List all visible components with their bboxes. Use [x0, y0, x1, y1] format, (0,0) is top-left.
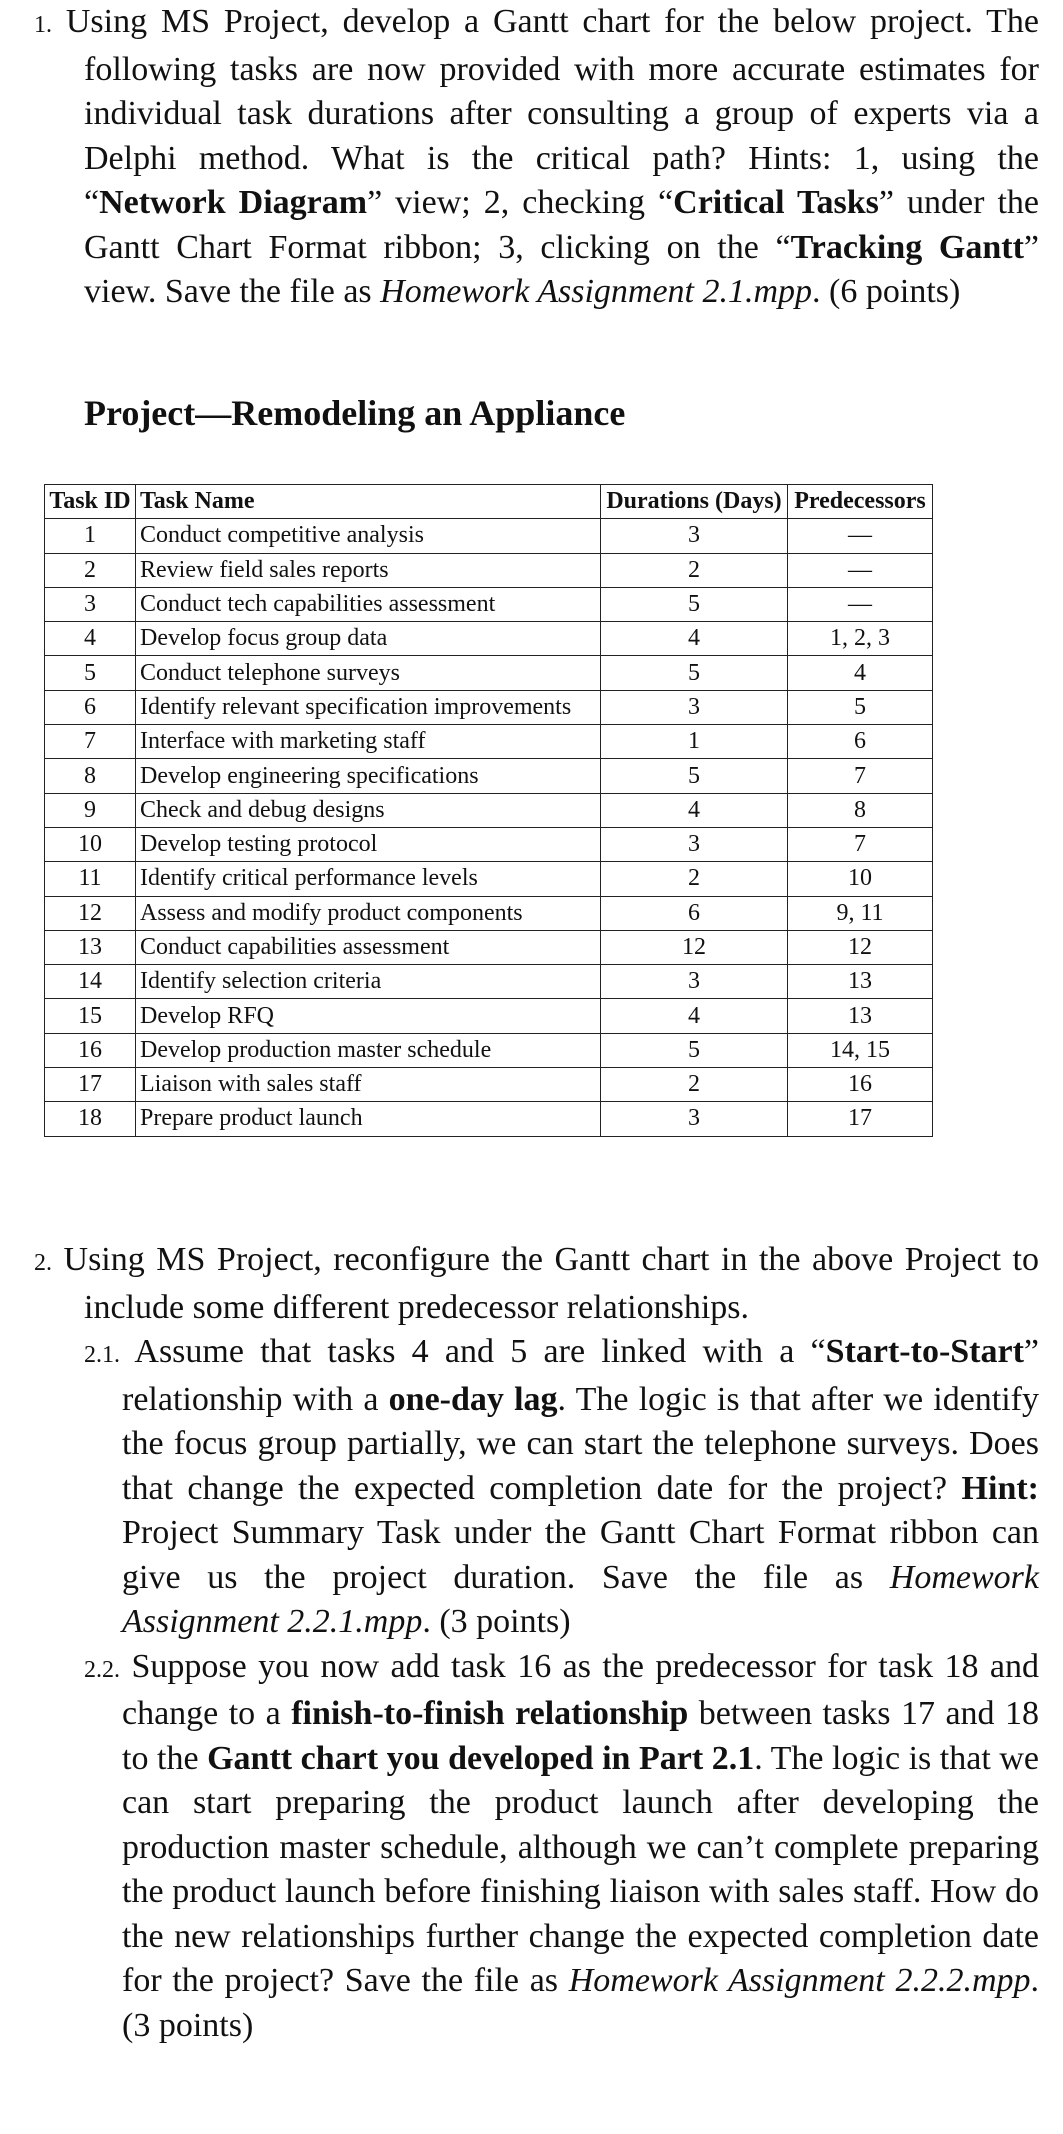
predecessors-cell: 7: [788, 759, 933, 793]
predecessors-cell: —: [788, 587, 933, 621]
question-2-2-number: 2.2.: [84, 1656, 120, 1683]
question-2-1-number: 2.1.: [84, 1342, 120, 1368]
duration-cell: 3: [601, 690, 788, 724]
duration-cell: 3: [601, 965, 788, 999]
table-row: [45, 622, 933, 656]
duration-cell: 1: [601, 725, 788, 759]
header-task-id: Task ID: [45, 485, 136, 519]
task-name-cell: Develop focus group data: [136, 622, 601, 656]
task-name-cell: Interface with marketing staff: [136, 725, 601, 759]
table-row: [45, 553, 933, 587]
predecessors-cell: 9, 11: [788, 896, 933, 930]
duration-cell: 5: [601, 759, 788, 793]
bold-finish-to-finish: finish-to-finish relationship: [291, 1695, 689, 1732]
task-name-cell: Develop production master schedule: [136, 1033, 601, 1067]
table-row: [45, 965, 933, 999]
bold-gantt-part-2-1: Gantt chart you developed in Part 2.1: [207, 1739, 755, 1777]
header-task-name: Task Name: [136, 485, 601, 519]
bold-network-diagram: Network Diagram: [99, 184, 368, 221]
predecessors-cell: 16: [788, 1068, 933, 1102]
bold-start-to-start: Start-to-Start: [825, 1333, 1024, 1370]
task-name-cell: Conduct competitive analysis: [136, 519, 601, 553]
predecessors-cell: 14, 15: [788, 1033, 933, 1067]
task-name-cell: Prepare product launch: [136, 1102, 601, 1136]
predecessors-cell: 10: [788, 862, 933, 896]
task-name-cell: Conduct capabilities assessment: [136, 930, 601, 964]
table-row: [45, 1033, 933, 1067]
duration-cell: 6: [601, 896, 788, 930]
duration-cell: 2: [601, 553, 788, 587]
question-1-text: 1. Using MS Project, develop a Gantt chart for the below project. The following tasks are now provided with more accurate estimates for individual task durations after consulting a group of experts via a Delphi method. What is the critical path? Hints: 1, using the “Network Diagram” view; 2, checking “Critical Tasks” under the Gantt Chart Format ribbon; 3, clicking on the “Tracking Gantt” view. Save the file as Homework Assignment 2.1.mpp. (6 points): [34, 3, 1040, 310]
question-1: [34, 0, 1039, 315]
task-name-cell: Develop RFQ: [136, 999, 601, 1033]
question-2-1: 2.1. Assume that tasks 4 and 5 are linked with a “Start-to-Start” relationship with a one-day lag. The logic is that after we identify the focus group partially, we can start the telephone surveys. Does that change the expected completion date for the project? Hint: Project Summary Task under the Gantt Chart Format ribbon can give us the project duration. Save the file as Homework Assignment 2.2.1.mpp. (3 points): [84, 1333, 1040, 1640]
file-name-2-2-2: Homework Assignment 2.2.2.mpp: [568, 1962, 1031, 1999]
duration-cell: 2: [601, 862, 788, 896]
task-id-cell: 5: [45, 656, 136, 690]
task-id-cell: 16: [45, 1033, 136, 1067]
predecessors-cell: 12: [788, 930, 933, 964]
predecessors-cell: 4: [788, 656, 933, 690]
task-id-cell: 3: [45, 587, 136, 621]
task-name-cell: Develop engineering specifications: [136, 759, 601, 793]
predecessors-cell: 13: [788, 965, 933, 999]
duration-cell: 4: [601, 999, 788, 1033]
table-header-row: [45, 485, 933, 519]
predecessors-cell: —: [788, 553, 933, 587]
task-name-cell: Identify critical performance levels: [136, 862, 601, 896]
predecessors-cell: 1, 2, 3: [788, 622, 933, 656]
task-id-cell: 13: [45, 930, 136, 964]
question-1-number: 1.: [34, 12, 52, 38]
file-name-2-2-1: Homework Assignment 2.2.1.mpp: [122, 1558, 1039, 1640]
predecessors-cell: 7: [788, 827, 933, 861]
task-id-cell: 17: [45, 1068, 136, 1102]
question-2-number: 2.: [34, 1250, 52, 1276]
table-row: [45, 930, 933, 964]
predecessors-cell: —: [788, 519, 933, 553]
task-id-cell: 4: [45, 622, 136, 656]
bold-hint: Hint:: [961, 1469, 1039, 1507]
table-row: [45, 827, 933, 861]
question-2-intro: 2. Using MS Project, reconfigure the Gantt chart in the above Project to include some different predecessor relationships.: [34, 1241, 1039, 1326]
duration-cell: 3: [601, 519, 788, 553]
project-title: Project—Remodeling an Appliance: [84, 393, 626, 433]
task-id-cell: 10: [45, 827, 136, 861]
table-row: [45, 999, 933, 1033]
predecessors-cell: 8: [788, 793, 933, 827]
table-row: [45, 587, 933, 621]
table-row: [45, 759, 933, 793]
duration-cell: 5: [601, 1033, 788, 1067]
header-durations: Durations (Days): [601, 485, 788, 519]
predecessors-cell: 6: [788, 725, 933, 759]
question-2: [34, 1238, 1039, 2048]
task-id-cell: 12: [45, 896, 136, 930]
header-predecessors: Predecessors: [788, 485, 933, 519]
task-name-cell: Review field sales reports: [136, 553, 601, 587]
bold-tracking-gantt: Tracking Gantt: [790, 228, 1024, 266]
task-id-cell: 7: [45, 725, 136, 759]
duration-cell: 5: [601, 656, 788, 690]
task-name-cell: Check and debug designs: [136, 793, 601, 827]
duration-cell: 2: [601, 1068, 788, 1102]
task-name-cell: Develop testing protocol: [136, 827, 601, 861]
table-row: [45, 862, 933, 896]
table-row: [45, 793, 933, 827]
task-table: [44, 484, 933, 1137]
bold-one-day-lag: one-day lag: [388, 1380, 558, 1418]
task-id-cell: 8: [45, 759, 136, 793]
task-name-cell: Identify selection criteria: [136, 965, 601, 999]
task-name-cell: Assess and modify product components: [136, 896, 601, 930]
question-2-2: 2.2. Suppose you now add task 16 as the predecessor for task 18 and change to a finish-to-finish relationship between tasks 17 and 18 to the Gantt chart you developed in Part 2.1. The logic is that we can start preparing the product launch after developing the production master schedule, although we can’t complete preparing the product launch before finishing liaison with sales staff. How do the new relationships further change the expected completion date for the project? Save the file as Homework Assignment 2.2.2.mpp. (3 points): [84, 1647, 1040, 2044]
table-row: [45, 519, 933, 553]
duration-cell: 4: [601, 793, 788, 827]
duration-cell: 4: [601, 622, 788, 656]
table-row: [45, 1102, 933, 1136]
duration-cell: 3: [601, 827, 788, 861]
task-id-cell: 15: [45, 999, 136, 1033]
task-name-cell: Conduct tech capabilities assessment: [136, 587, 601, 621]
task-id-cell: 14: [45, 965, 136, 999]
task-id-cell: 18: [45, 1102, 136, 1136]
bold-critical-tasks: Critical Tasks: [673, 184, 879, 221]
predecessors-cell: 17: [788, 1102, 933, 1136]
table-row: [45, 1068, 933, 1102]
task-id-cell: 1: [45, 519, 136, 553]
table-row: [45, 656, 933, 690]
task-id-cell: 11: [45, 862, 136, 896]
table-row: [45, 690, 933, 724]
duration-cell: 5: [601, 587, 788, 621]
task-name-cell: Identify relevant specification improvements: [136, 690, 601, 724]
table-row: [45, 725, 933, 759]
predecessors-cell: 13: [788, 999, 933, 1033]
predecessors-cell: 5: [788, 690, 933, 724]
task-name-cell: Liaison with sales staff: [136, 1068, 601, 1102]
task-id-cell: 2: [45, 553, 136, 587]
task-id-cell: 9: [45, 793, 136, 827]
duration-cell: 3: [601, 1102, 788, 1136]
table-row: [45, 896, 933, 930]
task-name-cell: Conduct telephone surveys: [136, 656, 601, 690]
duration-cell: 12: [601, 930, 788, 964]
task-id-cell: 6: [45, 690, 136, 724]
file-name-2-1: Homework Assignment 2.1.mpp: [380, 273, 813, 310]
